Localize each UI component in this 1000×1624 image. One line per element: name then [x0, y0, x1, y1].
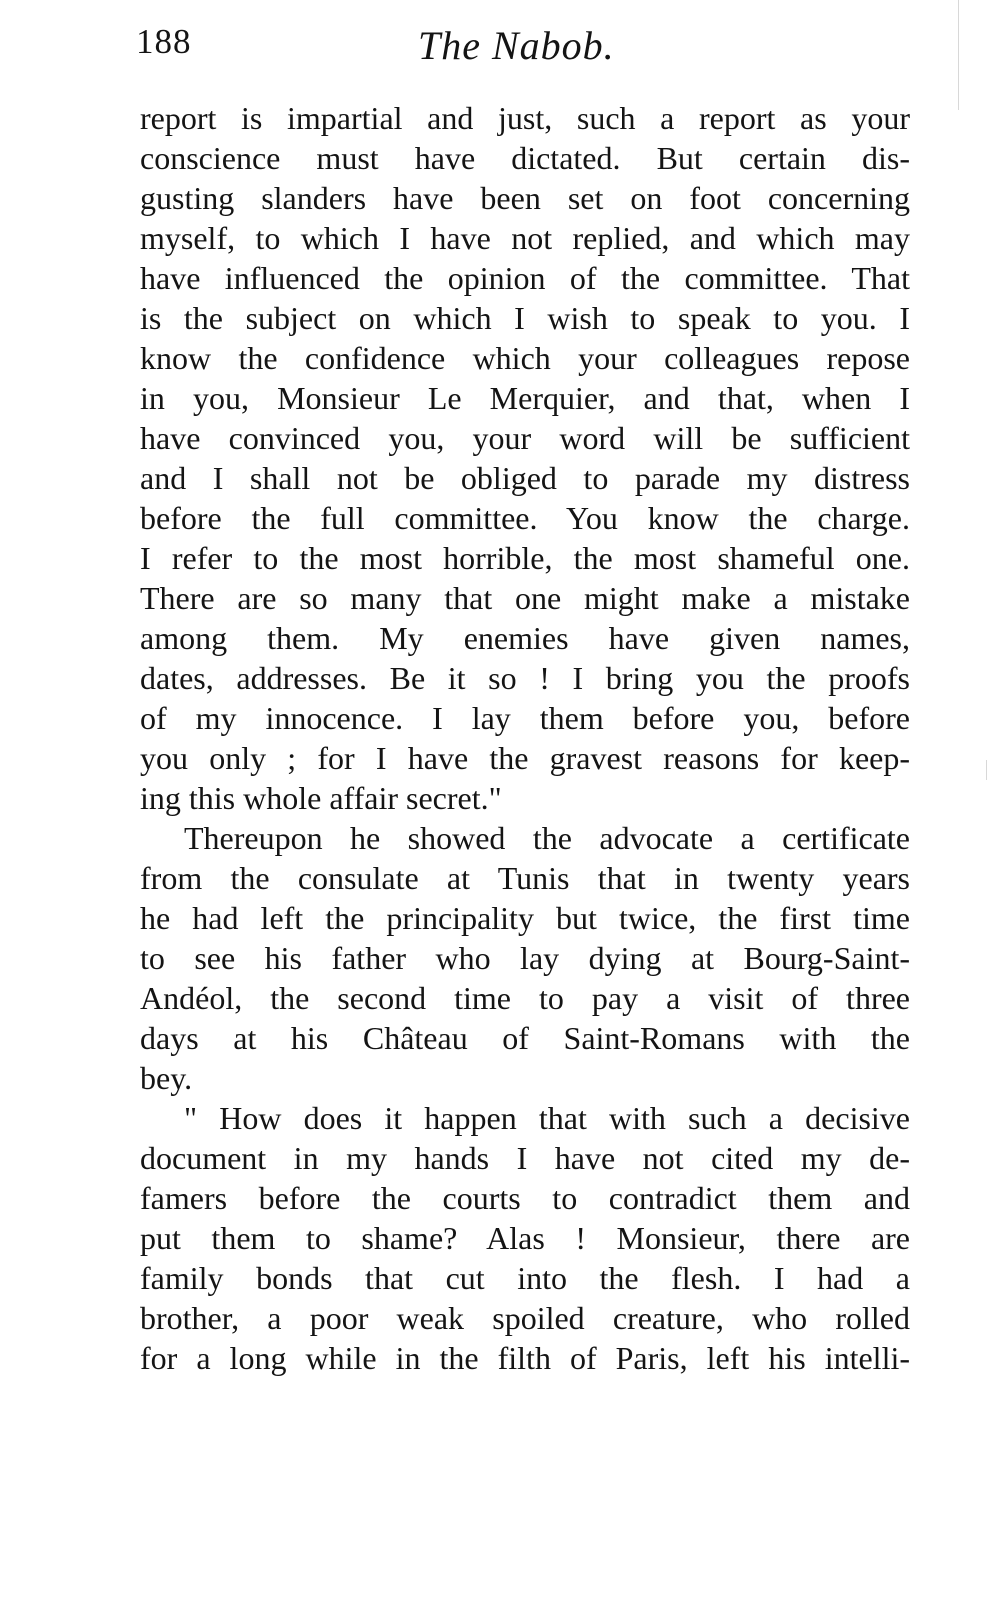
text-line: have influenced the opinion of the committee. That — [140, 260, 910, 296]
text-line: know the confidence which your colleagues repose — [140, 340, 910, 376]
text-line: Andéol, the second time to pay a visit of three — [140, 980, 910, 1016]
text-line: days at his Château of Saint-Romans with the — [140, 1020, 910, 1056]
text-line: is the subject on which I wish to speak to you. I — [140, 300, 910, 336]
text-line: family bonds that cut into the flesh. I had a — [140, 1260, 910, 1296]
text-line: and I shall not be obliged to parade my distress — [140, 460, 910, 496]
page-edge-line — [958, 0, 959, 110]
text-line: put them to shame? Alas ! Monsieur, there are — [140, 1220, 910, 1256]
text-line: for a long while in the filth of Paris, left his intelli- — [140, 1340, 910, 1376]
page-number: 188 — [136, 22, 192, 61]
text-line: ing this whole affair secret." — [140, 780, 502, 816]
text-line: before the full committee. You know the charge. — [140, 500, 910, 536]
text-line: report is impartial and just, such a report as your — [140, 100, 910, 136]
text-line: myself, to which I have not replied, and which may — [140, 220, 910, 256]
text-line: in you, Monsieur Le Merquier, and that, when I — [140, 380, 910, 416]
text-line: brother, a poor weak spoiled creature, who rolled — [140, 1300, 910, 1336]
text-line: famers before the courts to contradict them and — [140, 1180, 910, 1216]
body-text — [140, 98, 910, 1378]
text-line: There are so many that one might make a mistake — [140, 580, 910, 616]
text-line: bey. — [140, 1060, 193, 1096]
text-line: to see his father who lay dying at Bourg-Saint- — [140, 940, 910, 976]
running-title: The Nabob. — [418, 23, 615, 68]
text-line: " How does it happen that with such a decisive — [184, 1100, 910, 1136]
text-line: you only ; for I have the gravest reasons for keep- — [140, 740, 910, 776]
text-line: gusting slanders have been set on foot concerning — [140, 180, 910, 216]
text-line: among them. My enemies have given names, — [140, 620, 910, 656]
text-line: document in my hands I have not cited my de- — [140, 1140, 910, 1176]
page-edge-line — [986, 760, 987, 780]
text-line: dates, addresses. Be it so ! I bring you the proofs — [140, 660, 910, 696]
text-line: from the consulate at Tunis that in twenty years — [140, 860, 910, 896]
text-line: of my innocence. I lay them before you, before — [140, 700, 910, 736]
text-line: have convinced you, your word will be sufficient — [140, 420, 910, 456]
text-line: I refer to the most horrible, the most shameful one. — [140, 540, 910, 576]
text-line: he had left the principality but twice, the first time — [140, 900, 910, 936]
text-line: Thereupon he showed the advocate a certificate — [184, 820, 910, 856]
text-line: conscience must have dictated. But certain dis- — [140, 140, 910, 176]
